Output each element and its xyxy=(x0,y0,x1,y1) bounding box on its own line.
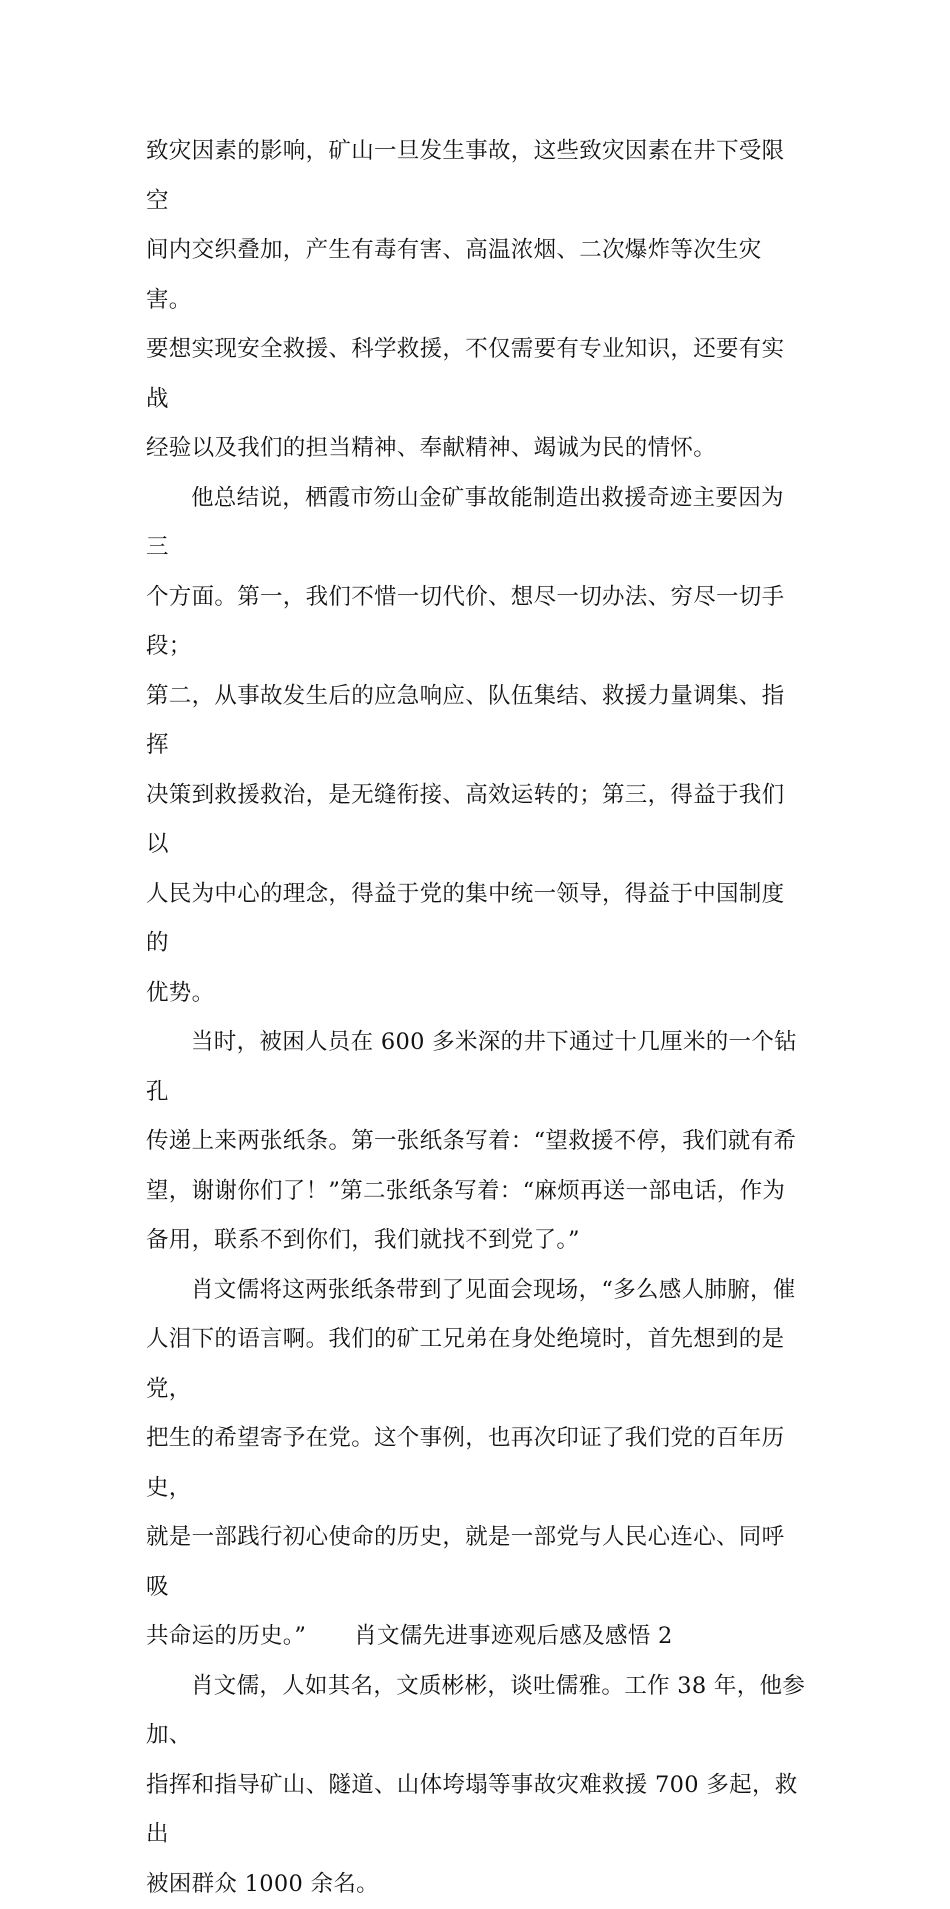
text-line: 致灾因素的影响，矿山一旦发生事故，这些致灾因素在井下受限空 xyxy=(146,138,784,214)
text-line: 备用，联系不到你们，我们就找不到党了。” xyxy=(146,1227,580,1253)
text-line: 间内交织叠加，产生有毒有害、高温浓烟、二次爆炸等次生灾害。 xyxy=(146,237,762,313)
document-body xyxy=(146,127,806,1909)
text-line: 要想实现安全救援、科学救援，不仅需要有专业知识，还要有实战 xyxy=(146,336,784,412)
text-line: 望，谢谢你们了！”第二张纸条写着：“麻烦再送一部电话，作为 xyxy=(146,1178,785,1204)
text-line: 共命运的历史。” xyxy=(146,1623,306,1649)
text-line: 决策到救援救治，是无缝衔接、高效运转的；第三，得益于我们以 xyxy=(146,782,784,858)
section-heading: 肖文儒先进事迹观后感及感悟 2 xyxy=(354,1623,672,1649)
text-line: 肖文儒将这两张纸条带到了见面会现场，“多么感人肺腑，催 xyxy=(191,1277,796,1303)
text-line: 被困群众 1000 余名。 xyxy=(146,1871,379,1897)
text-line: 他总结说，栖霞市笏山金矿事故能制造出救援奇迹主要因为三 xyxy=(146,485,784,561)
text-line: 指挥和指导矿山、隧道、山体垮塌等事故灾难救援 700 多起，救出 xyxy=(146,1772,798,1848)
paragraph-4 xyxy=(146,1266,806,1662)
paragraph-3 xyxy=(146,1018,806,1266)
text-line: 经验以及我们的担当精神、奉献精神、竭诚为民的情怀。 xyxy=(146,435,716,461)
text-line: 第二，从事故发生后的应急响应、队伍集结、救援力量调集、指挥 xyxy=(146,683,784,759)
text-line: 把生的希望寄予在党。这个事例，也再次印证了我们党的百年历史， xyxy=(146,1425,784,1501)
paragraph-1 xyxy=(146,127,806,474)
text-line: 当时，被困人员在 600 多米深的井下通过十几厘米的一个钻孔 xyxy=(146,1029,797,1105)
text-line: 优势。 xyxy=(146,980,214,1006)
text-line: 就是一部践行初心使命的历史，就是一部党与人民心连心、同呼吸 xyxy=(146,1524,784,1600)
paragraph-5 xyxy=(146,1662,806,1909)
text-line: 传递上来两张纸条。第一张纸条写着：“望救援不停，我们就有希 xyxy=(146,1128,796,1154)
text-line: 肖文儒，人如其名，文质彬彬，谈吐儒雅。工作 38 年，他参加、 xyxy=(146,1673,805,1749)
paragraph-2 xyxy=(146,474,806,1019)
text-line: 个方面。第一，我们不惜一切代价、想尽一切办法、穷尽一切手段； xyxy=(146,584,784,660)
text-line: 人民为中心的理念，得益于党的集中统一领导，得益于中国制度的 xyxy=(146,881,784,957)
text-line: 人泪下的语言啊。我们的矿工兄弟在身处绝境时，首先想到的是党， xyxy=(146,1326,784,1402)
